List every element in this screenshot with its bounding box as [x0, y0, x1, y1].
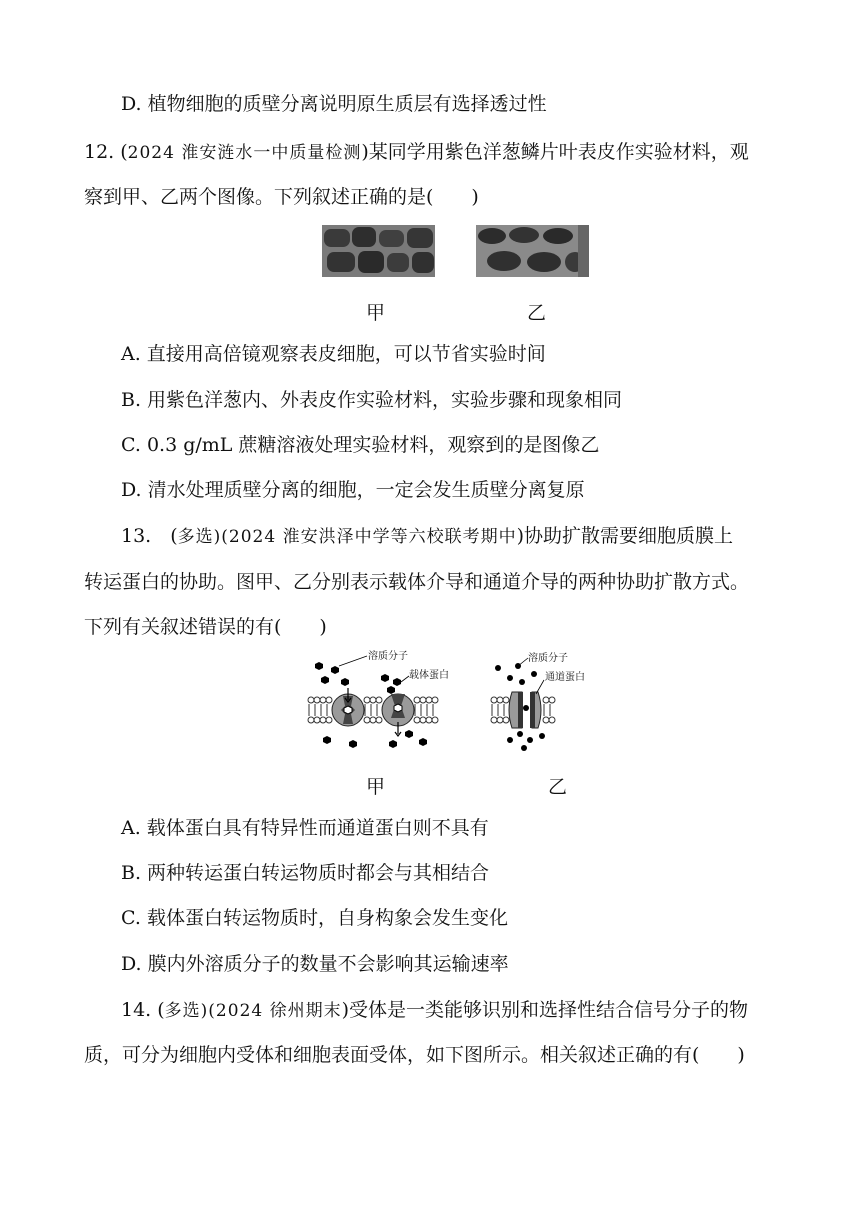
q12-stem: [84, 138, 749, 167]
q13-option-a: A. 载体蛋白具有特异性而通道蛋白则不具有: [121, 817, 489, 839]
q13-number: 13. (: [121, 525, 178, 547]
q12-option-a: A. 直接用高倍镜观察表皮细胞，可以节省实验时间: [121, 343, 546, 365]
q13-option-c: C. 载体蛋白转运物质时，自身构象会发生变化: [121, 907, 508, 929]
q12-source: 2024 淮安涟水一中质量检测: [127, 143, 362, 163]
q12-stem-line2: 察到甲、乙两个图像。下列叙述正确的是( ): [84, 186, 479, 208]
label-channel-protein: 通道蛋白: [545, 672, 585, 683]
membrane-bilayer: [308, 697, 438, 723]
q13-option-d: D. 膜内外溶质分子的数量不会影响其运输速率: [121, 953, 509, 975]
q12-option-c: C. 0.3 g/mL 蔗糖溶液处理实验材料，观察到的是图像乙: [121, 434, 600, 456]
label-carrier-protein: 载体蛋白: [409, 670, 449, 681]
figure-label-yi-2: 乙: [548, 776, 568, 798]
figure-label-yi: 乙: [527, 302, 547, 324]
q14-stem: [121, 996, 748, 1025]
carrier-protein-2: [382, 694, 414, 726]
q12-stem-rest: )某同学用紫色洋葱鳞片叶表皮作实验材料，观: [361, 141, 749, 163]
q14-stem-line2: 质，可分为细胞内受体和细胞表面受体，如下图所示。相关叙述正确的有( ): [84, 1044, 745, 1066]
q12-option-d: D. 清水处理质壁分离的细胞，一定会发生质壁分离复原: [121, 479, 585, 501]
q12-number: 12. (: [84, 141, 128, 163]
figure-label-jia: 甲: [366, 302, 386, 324]
label-solute-yi: 溶质分子: [528, 653, 568, 664]
q13-stem-rest: )协助扩散需要细胞质膜上: [516, 525, 733, 547]
q13-stem-line3: 下列有关叙述错误的有( ): [84, 616, 327, 638]
carrier-diagram: [305, 648, 465, 753]
q13-stem-line2: 转运蛋白的协助。图甲、乙分别表示载体介导和通道介导的两种协助扩散方式。: [84, 571, 750, 593]
q14-source: 多选)(2024 徐州期末: [164, 1001, 342, 1021]
figure-label-jia-2: 甲: [366, 776, 386, 798]
q14-stem-rest: )受体是一类能够识别和选择性结合信号分子的物: [341, 999, 749, 1021]
channel-diagram: [488, 648, 608, 753]
q12-option-b: B. 用紫色洋葱内、外表皮作实验材料，实验步骤和现象相同: [121, 389, 623, 411]
q14-number: 14. (: [121, 999, 165, 1021]
micrograph-jia: [322, 225, 435, 277]
q11-option-d: D. 植物细胞的质壁分离说明原生质层有选择透过性: [121, 93, 547, 115]
q13-option-b: B. 两种转运蛋白转运物质时都会与其相结合: [121, 862, 490, 884]
label-solute-jia: 溶质分子: [368, 651, 408, 662]
micrograph-yi: [476, 225, 589, 277]
q13-stem: [121, 522, 733, 551]
q13-source: 多选)(2024 淮安洪泽中学等六校联考期中: [177, 527, 517, 547]
